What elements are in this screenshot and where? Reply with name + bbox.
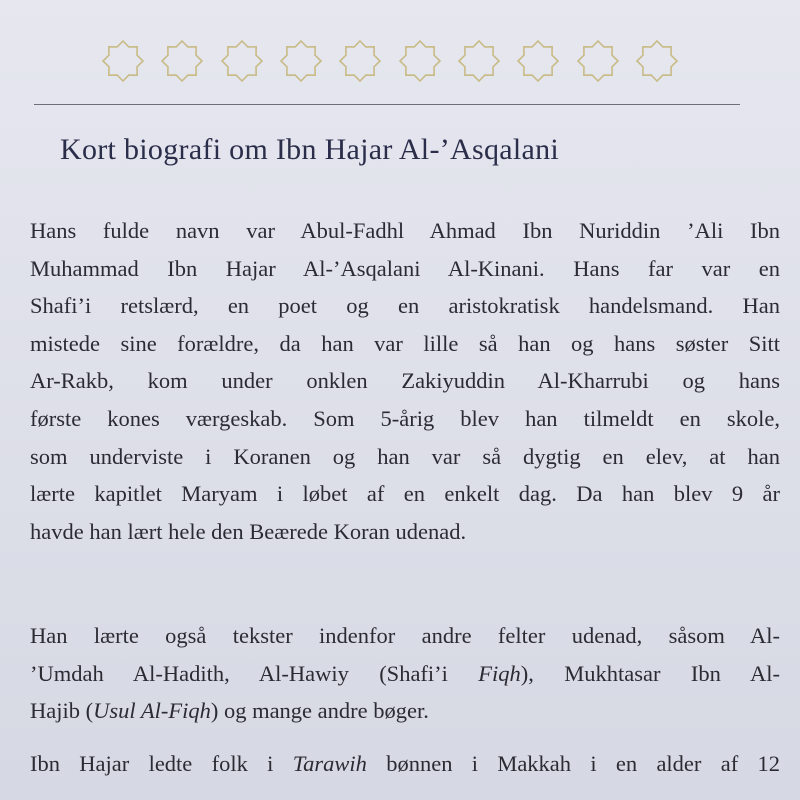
paragraph-1	[30, 212, 780, 550]
text-line: Han lærte også tekster indenfor andre felter udenad, såsom Al-	[30, 623, 780, 648]
eight-point-star-outline-icon	[515, 38, 561, 84]
italic-term: Tarawih	[292, 751, 367, 776]
eight-point-star-outline-icon	[219, 38, 265, 84]
eight-point-star-outline-icon	[337, 38, 383, 84]
page-title: Kort biografi om Ibn Hajar Al-’Asqalani	[60, 133, 560, 166]
eight-point-star-outline-icon	[100, 38, 146, 84]
text-line	[30, 745, 780, 783]
eight-point-star-outline-icon	[456, 38, 502, 84]
text-line: som underviste i Koranen og han var så dygtig en elev, at han	[30, 443, 780, 469]
text-line: lærte kapitlet Maryam i løbet af en enkelt dag. Da han blev 9 år	[30, 481, 780, 507]
text-run: Hajib (	[30, 698, 94, 724]
text-run: Ibn Hajar ledte folk i	[30, 751, 293, 776]
italic-term: Usul Al-Fiqh	[93, 698, 211, 724]
italic-term: Fiqh	[478, 660, 521, 686]
text-line	[30, 692, 780, 730]
text-run: ) og mange andre bøger.	[210, 698, 429, 724]
text-line: Shafi’i retslærd, en poet og en aristokratisk handelsmand. Han	[30, 293, 780, 319]
paragraph-2	[30, 617, 780, 730]
text-run: ’Umdah Al-Hadith, Al-Hawiy (Shafi’i	[30, 660, 479, 686]
eight-point-star-outline-icon	[159, 38, 205, 84]
text-line	[30, 655, 780, 693]
text-run: bønnen i Makkah i en alder af 12	[366, 751, 780, 776]
text-line: havde han lært hele den Beærede Koran udenad.	[30, 518, 467, 544]
eight-point-star-outline-icon	[634, 38, 680, 84]
text-line: første kones værgeskab. Som 5-årig blev han tilmeldt en skole,	[30, 405, 780, 431]
eight-point-star-outline-icon	[278, 38, 324, 84]
eight-point-star-outline-icon	[397, 38, 443, 84]
text-run: ), Mukhtasar Ibn Al-	[520, 660, 780, 686]
text-line: mistede sine forældre, da han var lille så han og hans søster Sitt	[30, 330, 780, 356]
divider-line	[34, 104, 740, 105]
text-line: Ar-Rakb, kom under onklen Zakiyuddin Al-Kharrubi og hans	[30, 368, 780, 394]
paragraph-3	[30, 745, 780, 783]
eight-point-star-outline-icon	[575, 38, 621, 84]
ornament-border	[100, 36, 680, 86]
text-line: Muhammad Ibn Hajar Al-’Asqalani Al-Kinani. Hans far var en	[30, 255, 780, 281]
text-line: Hans fulde navn var Abul-Fadhl Ahmad Ibn Nuriddin ’Ali Ibn	[30, 218, 780, 243]
